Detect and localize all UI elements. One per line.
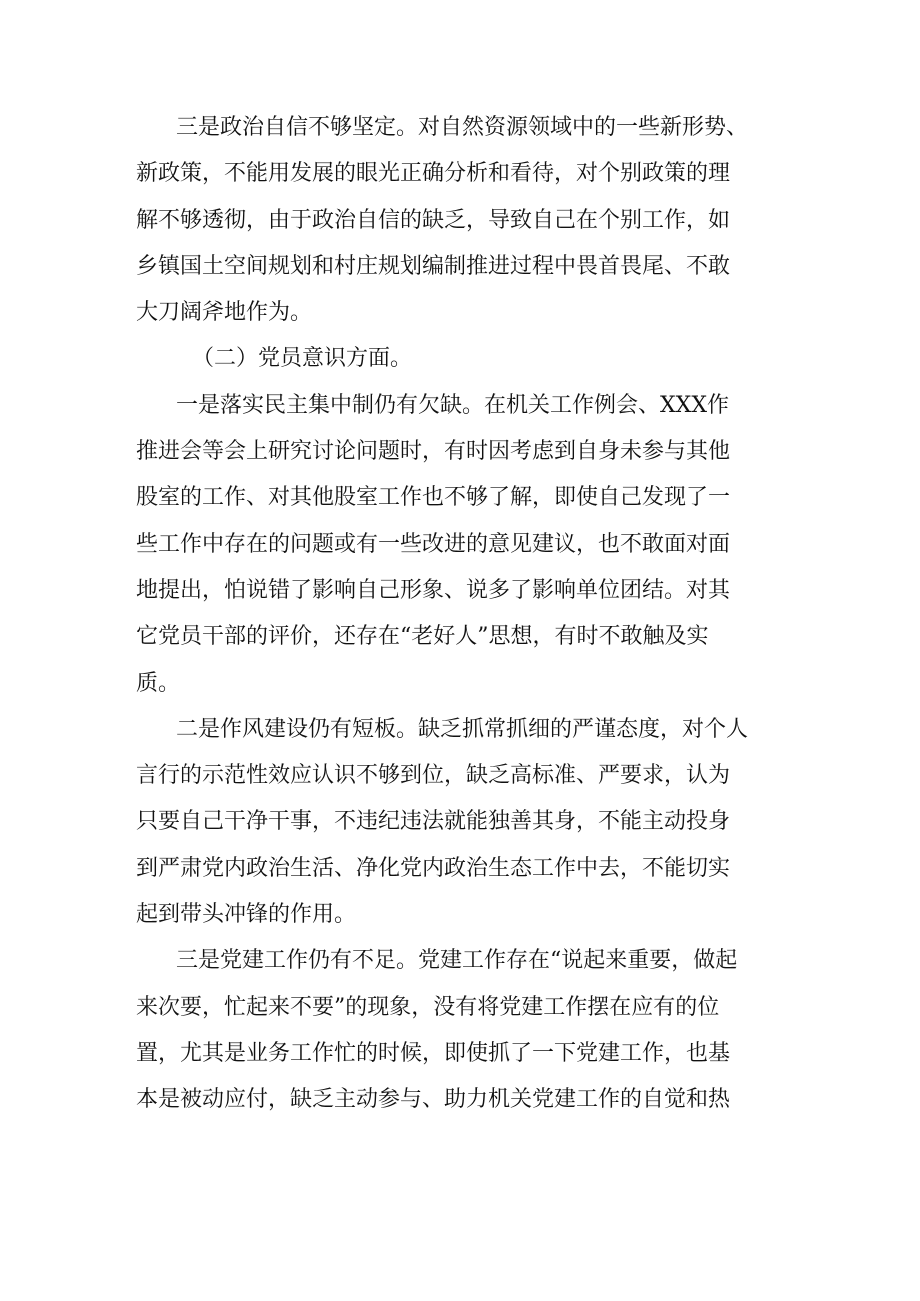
text-line: 质。	[136, 670, 181, 696]
paragraph-work-style	[136, 707, 781, 938]
text-line: 到严肃党内政治生活、净化党内政治生态工作中去，不能切实	[136, 855, 731, 881]
text-line: 三是党建工作仍有不足。党建工作存在“说起来重要，做起	[176, 948, 738, 974]
text-line: 一是落实民主集中制仍有欠缺。在机关工作例会、XXX作	[176, 392, 729, 418]
text-line: 股室的工作、对其他股室工作也不够了解，即使自己发现了一	[136, 485, 731, 511]
text-line: 些工作中存在的问题或有一些改进的意见建议，也不敢面对面	[136, 531, 731, 557]
paragraph-party-building	[136, 938, 781, 1123]
heading-line: （二）党员意识方面。	[192, 346, 413, 372]
text-line: 言行的示范性效应认识不够到位，缺乏高标准、严要求，认为	[136, 763, 731, 789]
text-line: 它党员干部的评价，还存在“老好人”思想，有时不敢触及实	[136, 624, 709, 650]
section-heading-party-awareness	[136, 336, 781, 382]
text-line: 解不够透彻，由于政治自信的缺乏，导致自己在个别工作，如	[136, 207, 731, 233]
paragraph-democratic-centralism	[136, 383, 781, 707]
text-line: 起到带头冲锋的作用。	[136, 902, 357, 928]
text-line: 二是作风建设仍有短板。缺乏抓常抓细的严谨态度，对个人	[176, 716, 749, 742]
text-line: 三是政治自信不够坚定。对自然资源领域中的一些新形势、	[176, 115, 749, 140]
text-line: 只要自己干净干事，不违纪违法就能独善其身，不能主动投身	[136, 809, 731, 835]
text-line: 本是被动应付，缺乏主动参与、助力机关党建工作的自觉和热	[136, 1087, 731, 1113]
text-line: 乡镇国土空间规划和村庄规划编制推进过程中畏首畏尾、不敢	[136, 253, 731, 279]
text-line: 置，尤其是业务工作忙的时候，即使抓了一下党建工作，也基	[136, 1040, 731, 1066]
text-line: 推进会等会上研究讨论问题时，有时因考虑到自身未参与其他	[136, 439, 731, 465]
text-line: 新政策，不能用发展的眼光正确分析和看待，对个别政策的理	[136, 161, 731, 187]
text-line: 来次要，忙起来不要”的现象，没有将党建工作摆在应有的位	[136, 994, 720, 1020]
text-line: 地提出，怕说错了影响自己形象、说多了影响单位团结。对其	[136, 577, 731, 603]
text-line: 大刀阔斧地作为。	[136, 300, 313, 326]
document-body	[136, 105, 781, 1124]
paragraph-political-confidence	[136, 105, 781, 336]
